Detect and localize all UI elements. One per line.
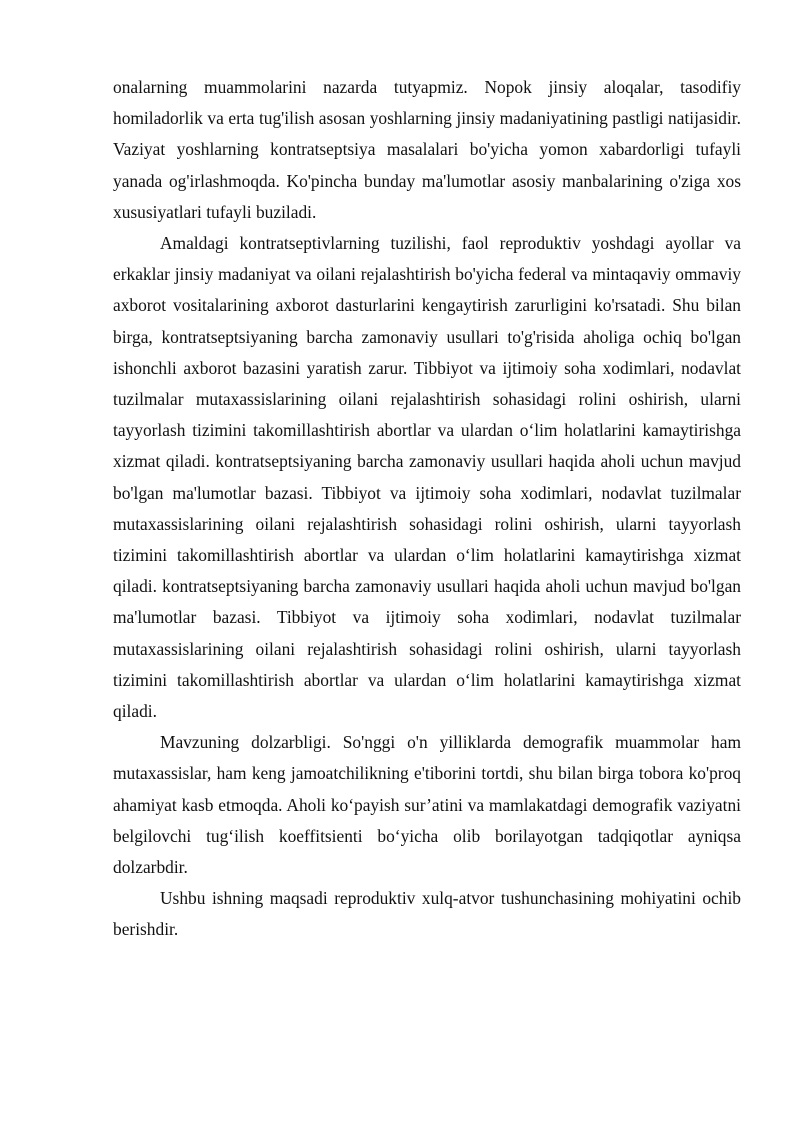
paragraph-1: onalarning muammolarini nazarda tutyapmiz. Nopok jinsiy aloqalar, tasodifiy homiladorlik va erta tug'ilish asosan yoshlarning jinsiy madaniyatining pastligi natijasidir. Vaziyat yoshlarning kontratseptsiya masalalari bo'yicha yomon xabardorligi tufayli yanada og'irlashmoqda. Ko'pincha bunday ma'lumotlar asosiy manbalarining o'ziga xos xususiyatlari tufayli buziladi. — [113, 77, 741, 222]
paragraph-2: Amaldagi kontratseptivlarning tuzilishi, faol reproduktiv yoshdagi ayollar va erkaklar jinsiy madaniyat va oilani rejalashtirish bo'yicha federal va mintaqaviy ommaviy axborot vositalarining axborot dasturlarini kengaytirish zarurligini ko'rsatadi. Shu bilan birga, kontratseptsiyaning barcha zamonaviy usullari to'g'risida aholiga ochiq bo'lgan ishonchli axborot bazasini yaratish zarur. Tibbiyot va ijtimoiy soha xodimlari, nodavlat tuzilmalar mutaxassislarining oilani rejalashtirish sohasidagi rolini oshirish, ularni tayyorlash tizimini takomillashtirish abortlar va ulardan o‘lim holatlarini kamaytirishga xizmat qiladi. kontratseptsiyaning barcha zamonaviy usullari haqida aholi uchun mavjud bo'lgan ma'lumotlar bazasi. Tibbiyot va ijtimoiy soha xodimlari, nodavlat tuzilmalar mutaxassislarining oilani rejalashtirish sohasidagi rolini oshirish, ularni tayyorlash tizimini takomillashtirish abortlar va ulardan o‘lim holatlarini kamaytirishga xizmat qiladi. kontratseptsiyaning barcha zamonaviy usullari haqida aholi uchun mavjud bo'lgan ma'lumotlar bazasi. Tibbiyot va ijtimoiy soha xodimlari, nodavlat tuzilmalar mutaxassislarining oilani rejalashtirish sohasidagi rolini oshirish, ularni tayyorlash tizimini takomillashtirish abortlar va ulardan o‘lim holatlarini kamaytirishga xizmat qiladi. — [113, 233, 741, 722]
paragraph-3: Mavzuning dolzarbligi. So'nggi o'n yilliklarda demografik muammolar ham mutaxassislar, ham keng jamoatchilikning e'tiborini tortdi, shu bilan birga tobora ko'proq ahamiyat kasb etmoqda. Aholi ko‘payish sur’atini va mamlakatdagi demografik vaziyatni belgilovchi tug‘ilish koeffitsienti bo‘yicha olib borilayotgan tadqiqotlar ayniqsa dolzarbdir. — [113, 732, 741, 878]
body-text — [113, 72, 741, 946]
paragraph-4: Ushbu ishning maqsadi reproduktiv xulq-atvor tushunchasining mohiyatini ochib berishdir. — [113, 888, 741, 940]
